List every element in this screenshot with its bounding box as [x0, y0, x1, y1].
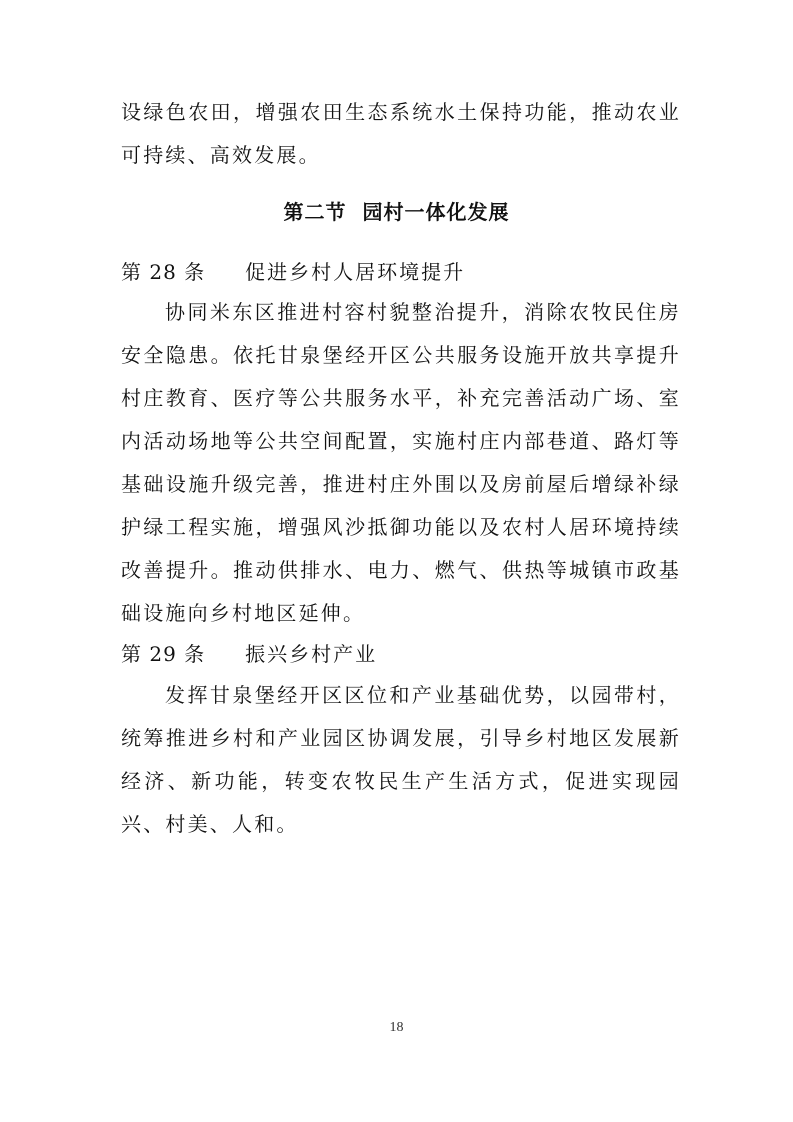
article-29-body: 发挥甘泉堡经开区区位和产业基础优势，以园带村，统筹推进乡村和产业园区协调发展，引导乡村地区发展新经济、新功能，转变农牧民生产生活方式，促进实现园兴、村美、人和。: [121, 683, 681, 836]
article-28-body: 协同米东区推进村容村貌整治提升，消除农牧民住房安全隐患。依托甘泉堡经开区公共服务设施开放共享提升村庄教育、医疗等公共服务水平，补充完善活动广场、室内活动场地等公共空间配置，实施村庄内部巷道、路灯等基础设施升级完善，推进村庄外围以及房前屋后增绿补绿护绿工程实施，增强风沙抵御功能以及农村人居环境持续改善提升。推动供排水、电力、燃气、供热等城镇市政基础设施向乡村地区延伸。: [121, 300, 681, 625]
section-title: 园村一体化发展: [362, 200, 510, 224]
article-number: 第 29 条: [121, 642, 206, 666]
article-title: 振兴乡村产业: [245, 642, 378, 666]
article-29-heading: [121, 639, 377, 669]
article-number: 第 28 条: [121, 260, 206, 284]
continuation-paragraph: 设绿色农田，增强农田生态系统水土保持功能，推动农业可持续、高效发展。: [121, 100, 681, 167]
section-label: 第二节: [283, 200, 347, 224]
article-title: 促进乡村人居环境提升: [245, 260, 466, 284]
page-number: 18: [389, 1020, 404, 1035]
article-28-heading: [121, 257, 465, 287]
section-heading: [0, 197, 793, 227]
